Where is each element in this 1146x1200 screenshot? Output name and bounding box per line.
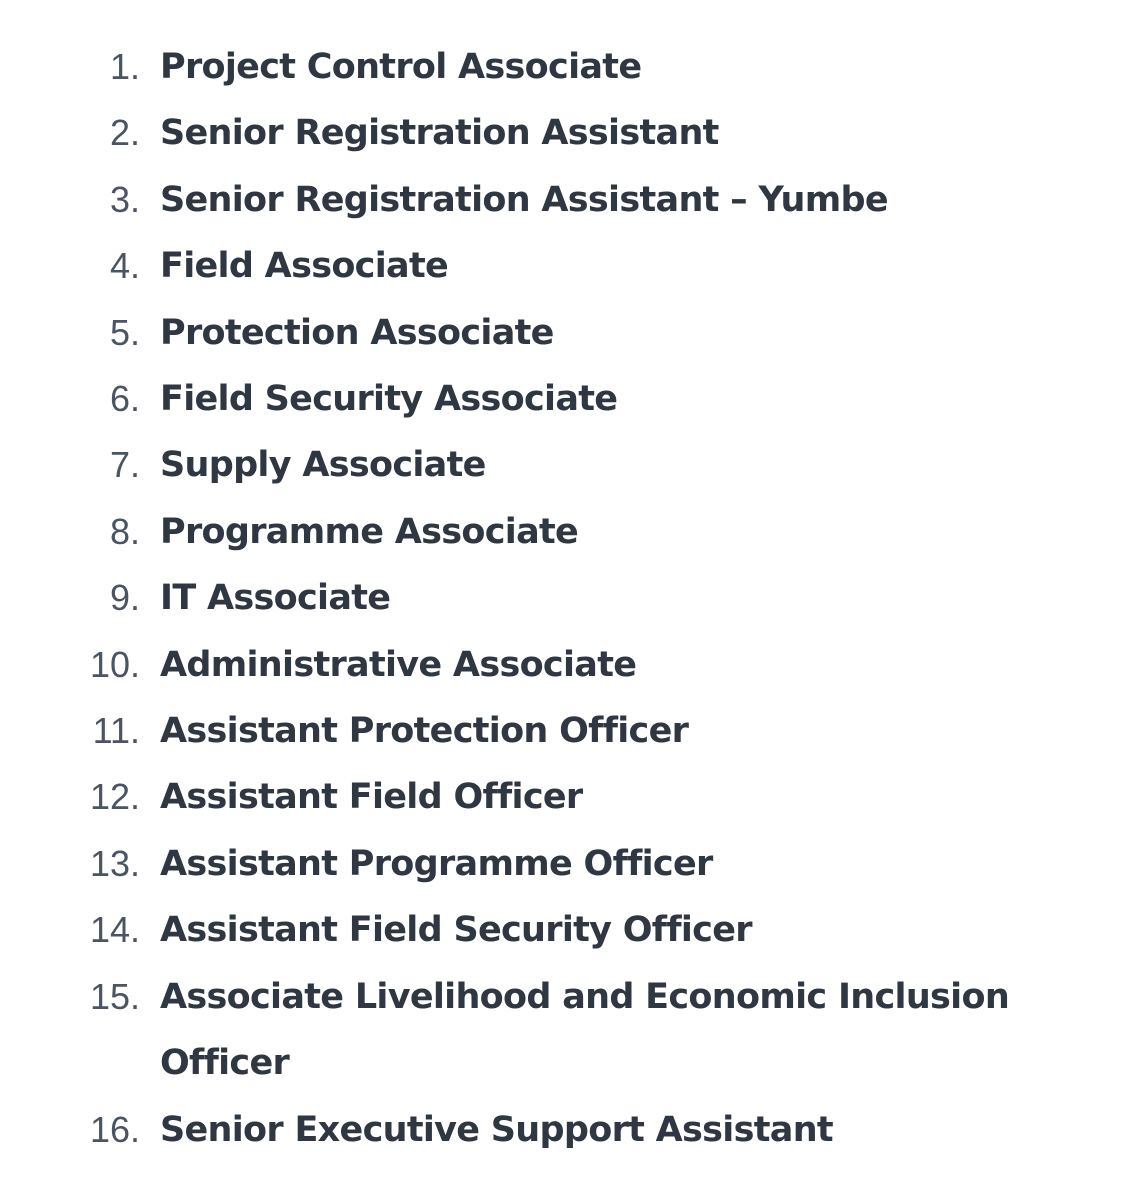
job-title: Assistant Protection Officer (160, 711, 689, 752)
list-item (0, 100, 1146, 166)
list-number: 4. (109, 245, 140, 287)
list-number: 15. (89, 975, 140, 1017)
list-number: 8. (109, 510, 140, 552)
list-number: 5. (109, 311, 140, 353)
list-number: 1. (109, 46, 140, 87)
list-item (0, 632, 1146, 698)
list-item (0, 233, 1146, 299)
job-title: Associate Livelihood and Economic Inclusion Officer (160, 976, 1010, 1084)
list-item (0, 432, 1146, 498)
job-title: Senior Registration Assistant – Yumbe (160, 179, 888, 220)
job-title: Field Security Associate (160, 379, 618, 420)
list-item (0, 964, 1146, 1097)
job-title: Assistant Field Security Officer (160, 910, 752, 951)
list-item (0, 565, 1146, 631)
list-number: 9. (109, 577, 140, 619)
job-title: Senior Executive Support Assistant (160, 1109, 833, 1150)
job-title: IT Associate (160, 578, 391, 619)
job-title: Administrative Associate (160, 644, 637, 685)
list-number: 3. (109, 178, 140, 220)
list-item (0, 1097, 1146, 1163)
list-item (0, 34, 1146, 100)
job-title: Programme Associate (160, 511, 579, 552)
list-number: 2. (109, 112, 140, 154)
list-number: 13. (89, 842, 140, 884)
list-number: 16. (89, 1108, 140, 1150)
list-item (0, 366, 1146, 432)
list-item (0, 764, 1146, 830)
list-number: 14. (89, 909, 140, 951)
list-item (0, 698, 1146, 764)
job-title: Field Associate (160, 246, 449, 287)
job-title: Senior Registration Assistant (160, 113, 719, 154)
list-number: 6. (109, 378, 140, 420)
list-item (0, 300, 1146, 366)
list-number: 7. (109, 444, 140, 486)
list-item (0, 831, 1146, 897)
job-title: Supply Associate (160, 445, 486, 486)
job-title: Assistant Programme Officer (160, 843, 713, 884)
list-number: 12. (89, 776, 140, 818)
list-number: 10. (89, 643, 140, 685)
job-title: Assistant Field Officer (160, 777, 583, 818)
list-item (0, 499, 1146, 565)
job-list (0, 34, 1146, 1163)
job-title: Project Control Associate (160, 47, 642, 87)
list-number: 11. (92, 710, 140, 752)
list-item (0, 167, 1146, 233)
list-item (0, 897, 1146, 963)
job-title: Protection Associate (160, 312, 554, 353)
